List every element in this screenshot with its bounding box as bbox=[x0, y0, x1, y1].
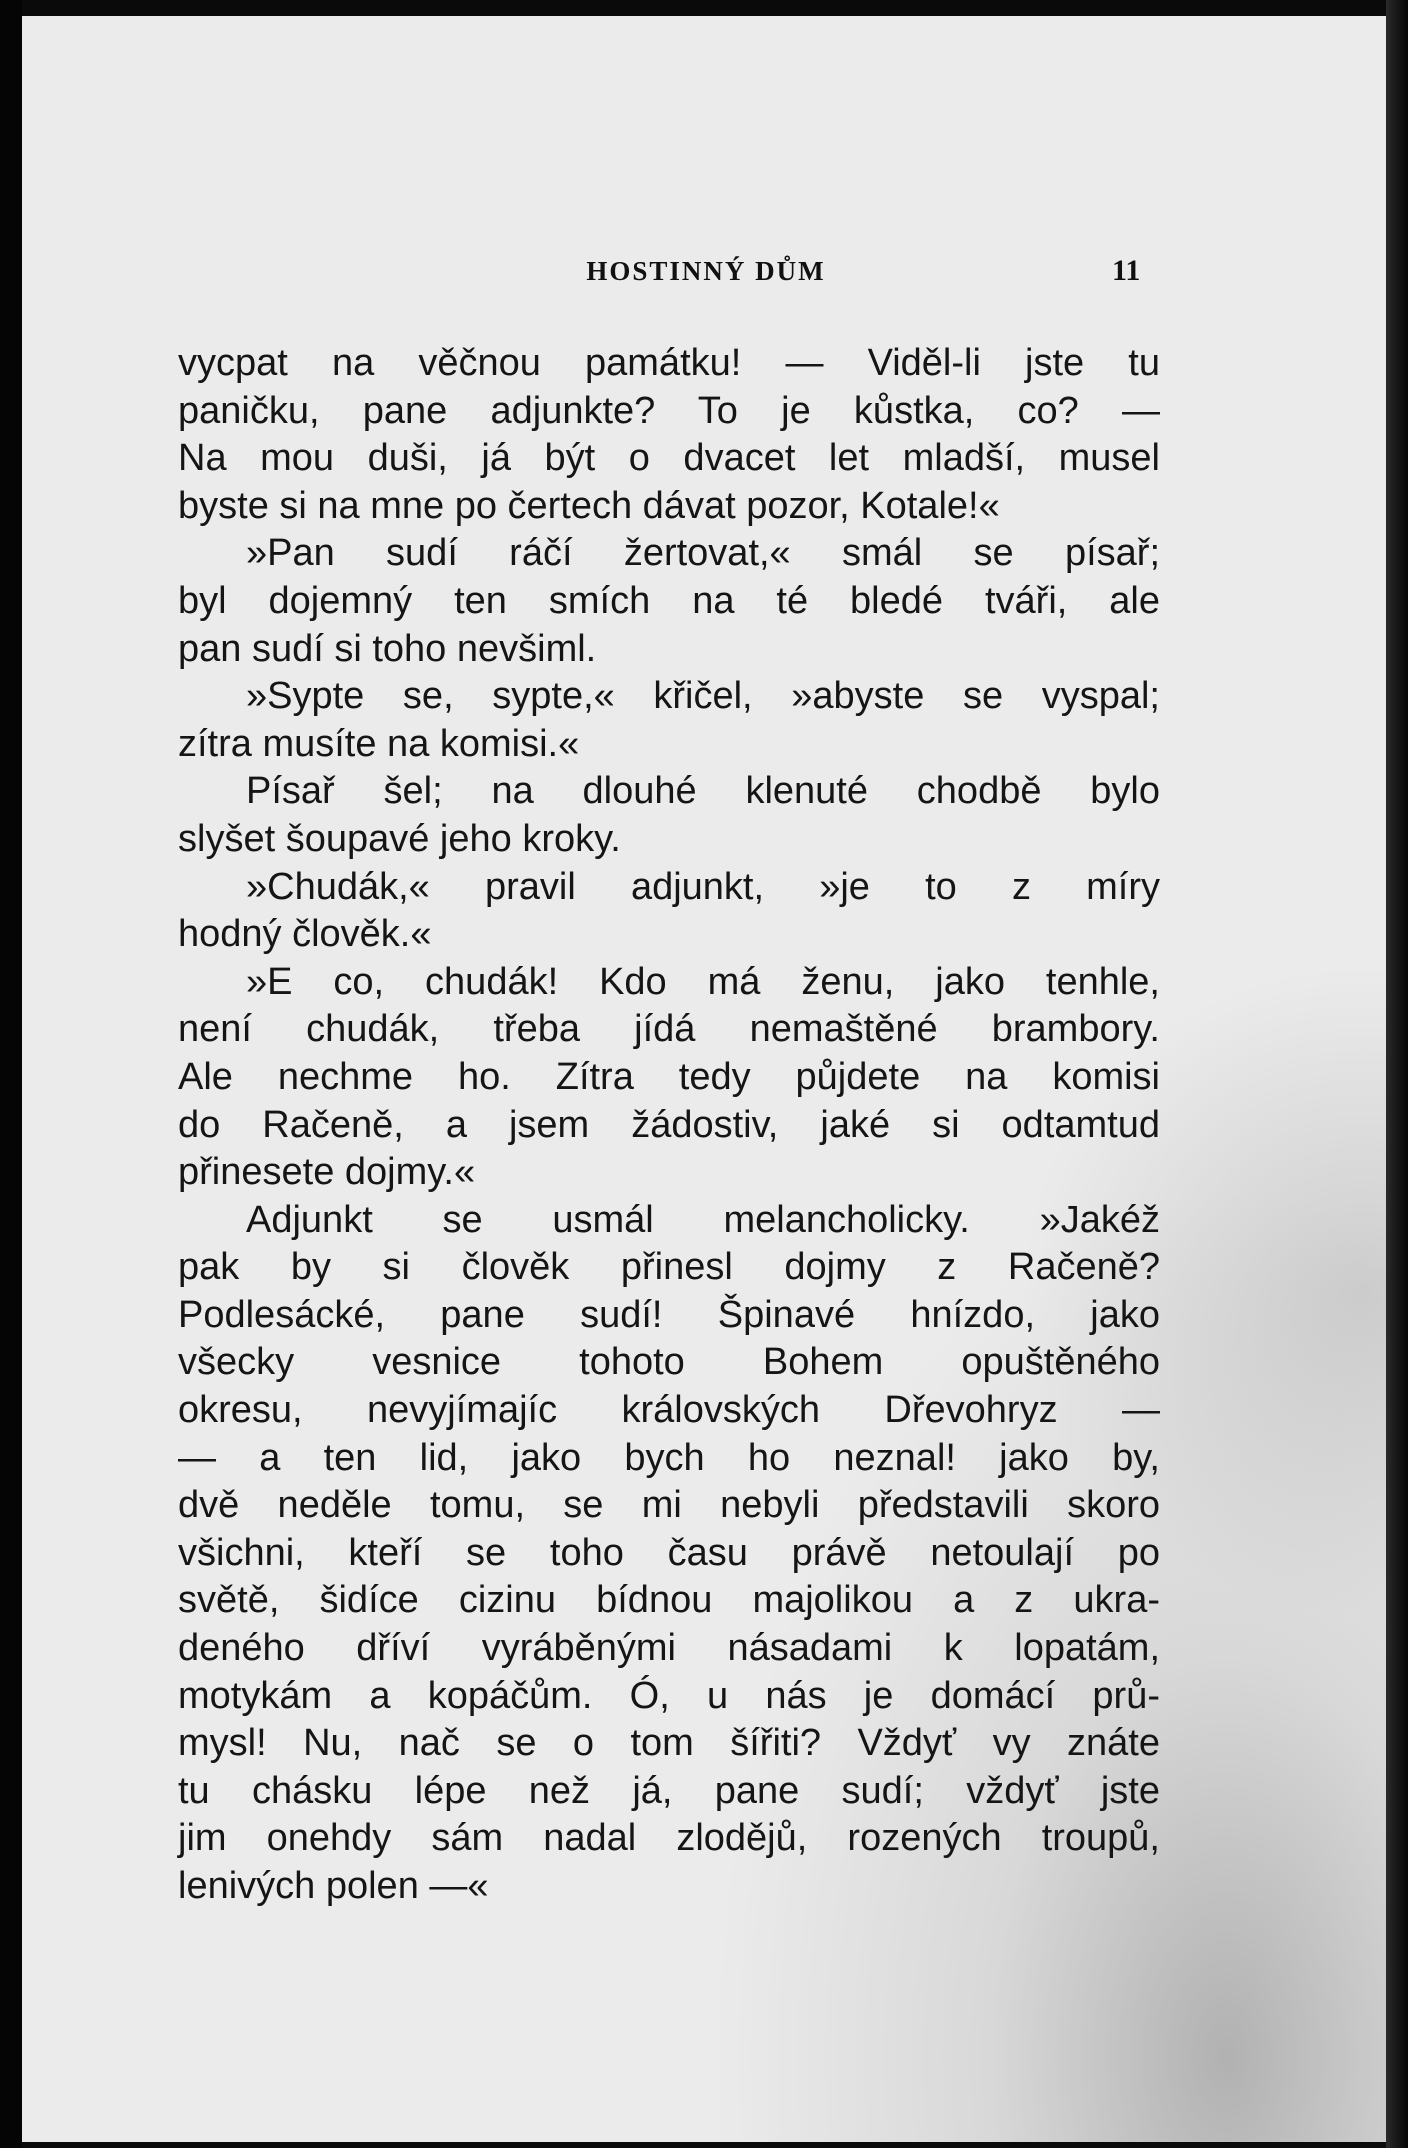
running-head-title: HOSTINNÝ DŮM bbox=[586, 256, 826, 286]
text-line: není chudák, třeba jídá nemaštěné brambory. bbox=[178, 1008, 1160, 1051]
text-line: světě, šidíce cizinu bídnou majolikou a z ukra- bbox=[178, 1579, 1160, 1622]
text-line: deného dříví vyráběnými násadami k lopatám, bbox=[178, 1627, 1160, 1670]
text-line: lenivých polen —« bbox=[178, 1865, 489, 1907]
text-line: přinesete dojmy.« bbox=[178, 1151, 476, 1194]
text-line: vycpat na věčnou památku! — Viděl-li jste tu bbox=[178, 342, 1160, 384]
text-line: Písař šel; na dlouhé klenuté chodbě bylo bbox=[246, 770, 1160, 813]
text-line: paničku, pane adjunkte? To je kůstka, co? — bbox=[178, 389, 1160, 432]
text-line: všecky vesnice tohoto Bohem opuštěného bbox=[178, 1341, 1160, 1384]
text-line: pan sudí si toho nevšiml. bbox=[178, 627, 597, 670]
text-line: pak by si člověk přinesl dojmy z Račeně? bbox=[178, 1246, 1160, 1289]
text-line: Ale nechme ho. Zítra tedy půjdete na komisi bbox=[178, 1055, 1160, 1098]
text-line: — a ten lid, jako bych ho neznal! jako by, bbox=[178, 1436, 1160, 1479]
text-line: všichni, kteří se toho času právě netoulají po bbox=[178, 1531, 1160, 1574]
text-line: hodný člověk.« bbox=[178, 913, 432, 956]
text-line: »Chudák,« pravil adjunkt, »je to z míry bbox=[246, 865, 1160, 908]
text-line: »Pan sudí ráčí žertovat,« smál se písař; bbox=[246, 532, 1160, 575]
page-sheet bbox=[22, 16, 1390, 2142]
text-line: byl dojemný ten smích na té bledé tváři, ale bbox=[178, 579, 1160, 622]
running-head bbox=[22, 256, 1390, 296]
text-line: »E co, chudák! Kdo má ženu, jako tenhle, bbox=[246, 960, 1160, 1003]
text-line: motykám a kopáčům. Ó, u nás je domácí prů- bbox=[178, 1674, 1160, 1717]
text-line: do Račeně, a jsem žádostiv, jaké si odtamtud bbox=[178, 1103, 1160, 1146]
text-line: Adjunkt se usmál melancholicky. »Jakéž bbox=[246, 1198, 1160, 1241]
text-line: okresu, nevyjímajíc královských Dřevohryz — bbox=[178, 1389, 1160, 1432]
text-line: jim onehdy sám nadal zlodějů, rozených troupů, bbox=[178, 1817, 1160, 1860]
text-line: zítra musíte na komisi.« bbox=[178, 722, 580, 765]
scan-border-left bbox=[0, 0, 22, 2148]
text-line: dvě neděle tomu, se mi nebyli představili skoro bbox=[178, 1484, 1160, 1527]
body-text bbox=[178, 340, 1160, 1911]
text-line: »Sypte se, sypte,« křičel, »abyste se vyspal; bbox=[246, 675, 1160, 718]
text-line: Na mou duši, já být o dvacet let mladší, musel bbox=[178, 437, 1160, 480]
text-line: byste si na mne po čertech dávat pozor, Kotale!« bbox=[178, 484, 1000, 527]
text-line: Podlesácké, pane sudí! Špinavé hnízdo, jako bbox=[178, 1293, 1160, 1336]
page-number: 11 bbox=[1112, 254, 1141, 287]
text-line: mysl! Nu, nač se o tom šířiti? Vždyť vy znáte bbox=[178, 1722, 1160, 1765]
scan-border-right bbox=[1386, 0, 1408, 2148]
text-line: slyšet šoupavé jeho kroky. bbox=[178, 817, 621, 860]
text-line: tu chásku lépe než já, pane sudí; vždyť jste bbox=[178, 1769, 1160, 1812]
